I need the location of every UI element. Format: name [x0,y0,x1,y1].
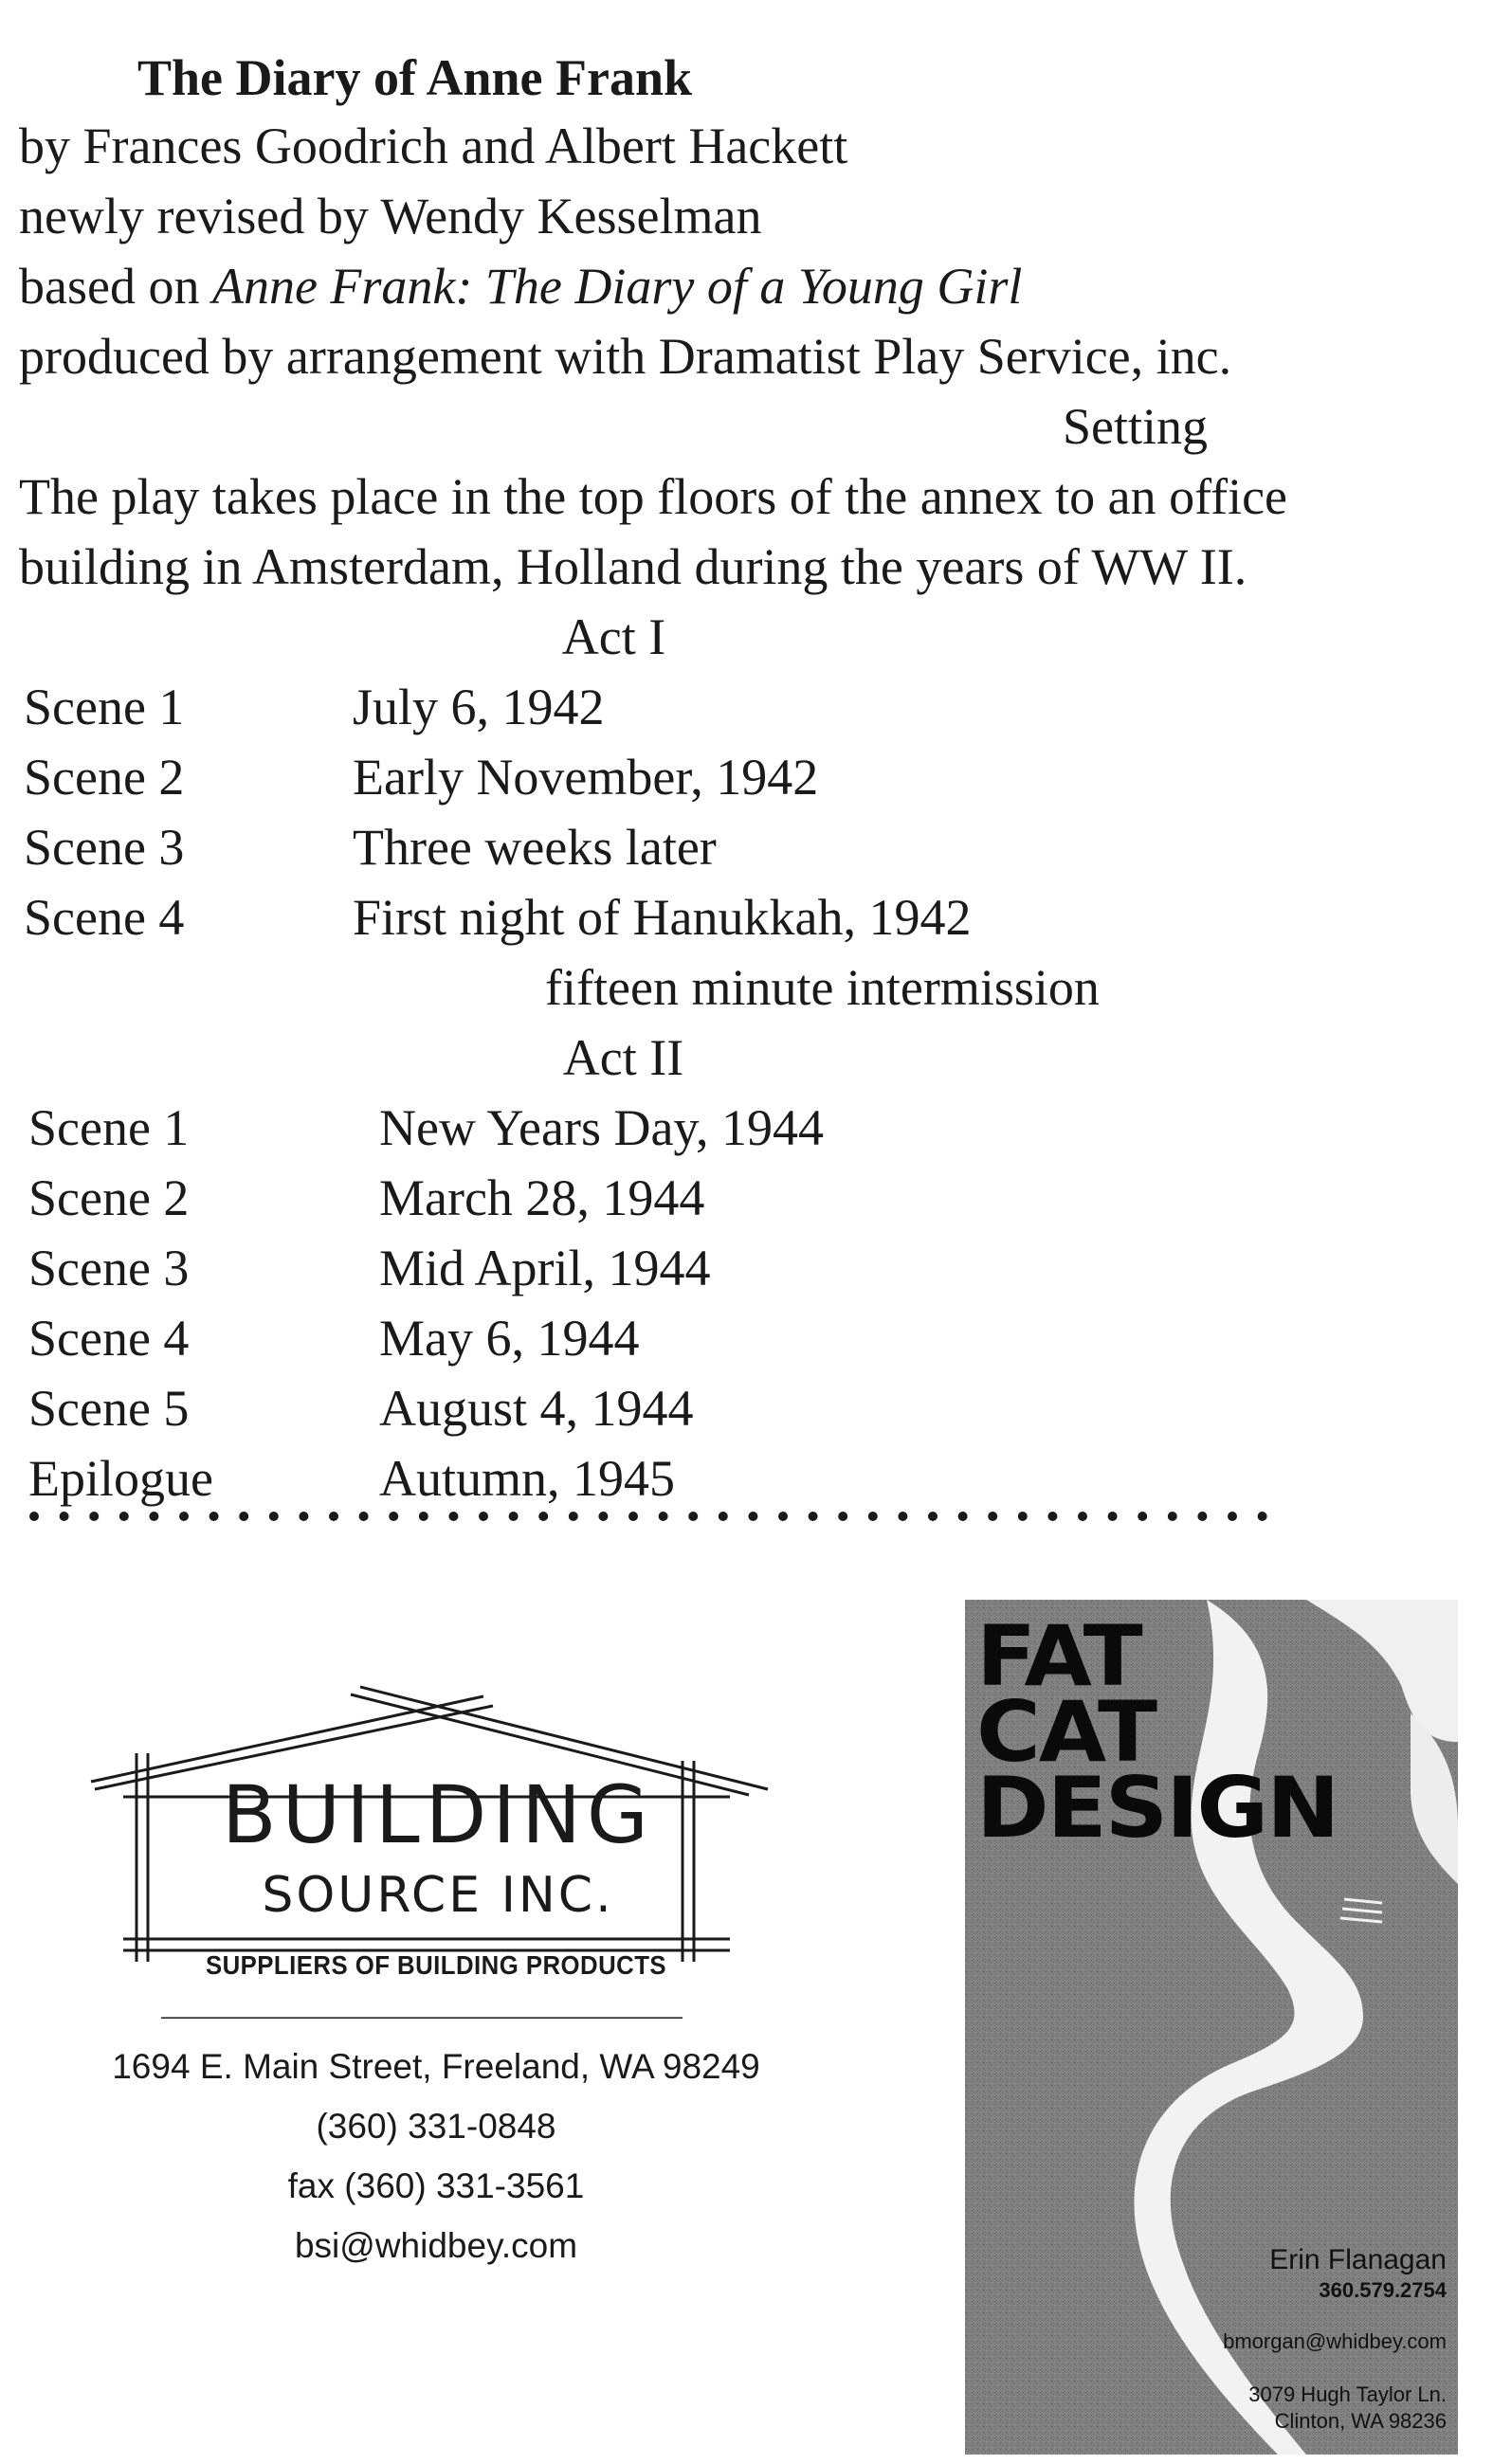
divider-dot [659,1512,668,1521]
divider-dot [419,1512,428,1521]
divider-dot [239,1512,248,1521]
fat-cat-title-line-3: DESIGN [976,1759,1338,1857]
divider-dot [448,1512,458,1521]
divider-dot [1228,1512,1237,1521]
divider-dot [688,1512,698,1521]
fat-cat-title-line-1: FAT [976,1607,1141,1705]
act-2-scene-label: Scene 5 [28,1380,190,1437]
divider-dot [179,1512,189,1521]
divider-dot [269,1512,279,1521]
act-1-scene-label: Scene 1 [24,679,185,735]
act-2-scene-time: New Years Day, 1944 [379,1099,824,1156]
intermission-note: fifteen minute intermission [545,959,1100,1016]
divider-dot [359,1512,369,1521]
building-source-fax: fax (360) 331-3561 [287,2166,585,2205]
divider-dot [628,1512,638,1521]
divider-dot [958,1512,968,1521]
act-2-scene-label: Scene 3 [28,1240,190,1296]
divider-dot [538,1512,548,1521]
building-source-tagline: SUPPLIERS OF BUILDING PRODUCTS [205,1950,667,1980]
dotted-divider [27,1509,1278,1524]
act-1-scene-time: First night of Hanukkah, 1942 [353,889,972,946]
building-source-email: bsi@whidbey.com [294,2226,578,2265]
divider-dot [479,1512,488,1521]
divider-dot [149,1512,158,1521]
act-2-scene-time: Autumn, 1945 [379,1450,676,1507]
arrangement-line: produced by arrangement with Dramatist Play Service, inc. [19,328,1232,385]
act-1-scene-label: Scene 2 [24,749,185,806]
divider-dot [928,1512,938,1521]
building-source-address: 1694 E. Main Street, Freeland, WA 98249 [112,2047,760,2086]
divider-dot [1138,1512,1147,1521]
divider-dot [898,1512,907,1521]
divider-dot [329,1512,338,1521]
based-on-prefix: based on [19,258,212,315]
fat-cat-address-2: Clinton, WA 98236 [1274,2409,1447,2433]
divider-dot [809,1512,818,1521]
act-2-scene-time: August 4, 1944 [379,1380,694,1437]
divider-dot [868,1512,878,1521]
fat-cat-address-1: 3079 Hugh Taylor Ln. [1248,2382,1447,2406]
act-1-heading: Act I [561,608,666,665]
based-on-title: Anne Frank: The Diary of a Young Girl [211,258,1023,315]
fat-cat-contact-phone: 360.579.2754 [1319,2278,1447,2302]
divider-dot [509,1512,519,1521]
divider-dot [1108,1512,1118,1521]
act-2-scene-label: Scene 2 [28,1169,190,1226]
building-source-inc: SOURCE INC. [262,1867,614,1924]
setting-line-2: building in Amsterdam, Holland during the years of WW II. [19,538,1247,595]
divider-dot [838,1512,847,1521]
setting-line-1: The play takes place in the top floors of the annex to an office [19,468,1288,525]
fat-cat-email: bmorgan@whidbey.com [1223,2329,1447,2353]
divider-dot [389,1512,398,1521]
authors-line: by Frances Goodrich and Albert Hackett [19,118,848,174]
act-1-scene-label: Scene 3 [24,819,185,876]
divider-dot [89,1512,99,1521]
divider-dot [1258,1512,1267,1521]
act-1-scene-time: Three weeks later [353,819,717,876]
act-2-scene-label: Epilogue [28,1450,213,1507]
divider-dot [748,1512,757,1521]
divider-dot [988,1512,997,1521]
act-2-heading: Act II [562,1029,684,1086]
divider-dot [60,1512,69,1521]
fat-cat-title-line-2: CAT [976,1683,1156,1781]
divider-dot [719,1512,728,1521]
act-2-scene-time: March 28, 1944 [379,1169,705,1226]
building-source-phone: (360) 331-0848 [316,2107,556,2146]
divider-dot [598,1512,608,1521]
act-1-scene-time: Early November, 1942 [353,749,819,806]
act-1-scene-label: Scene 4 [24,889,185,946]
divider-dot [119,1512,129,1521]
divider-dot [1018,1512,1028,1521]
play-title: The Diary of Anne Frank [137,49,693,106]
setting-heading: Setting [1062,398,1208,455]
divider-dot [1197,1512,1207,1521]
act-2-scene-label: Scene 4 [28,1310,190,1367]
act-2-scene-time: Mid April, 1944 [379,1240,711,1296]
divider-dot [29,1512,39,1521]
revised-line: newly revised by Wendy Kesselman [19,188,762,245]
divider-dot [299,1512,308,1521]
divider-dot [1078,1512,1087,1521]
building-source-wordmark: BUILDING [221,1768,655,1861]
act-1-scene-time: July 6, 1942 [353,679,605,735]
building-source-ad [85,1677,787,2293]
divider-dot [569,1512,578,1521]
fat-cat-design-ad [965,1600,1458,2455]
divider-dot [1047,1512,1057,1521]
divider-dot [1168,1512,1177,1521]
act-2-scene-time: May 6, 1944 [379,1310,640,1367]
act-2-scene-label: Scene 1 [28,1099,190,1156]
divider-dot [209,1512,219,1521]
divider-dot [778,1512,788,1521]
based-on-line [19,258,1022,315]
fat-cat-contact-name: Erin Flanagan [1269,2244,1447,2275]
